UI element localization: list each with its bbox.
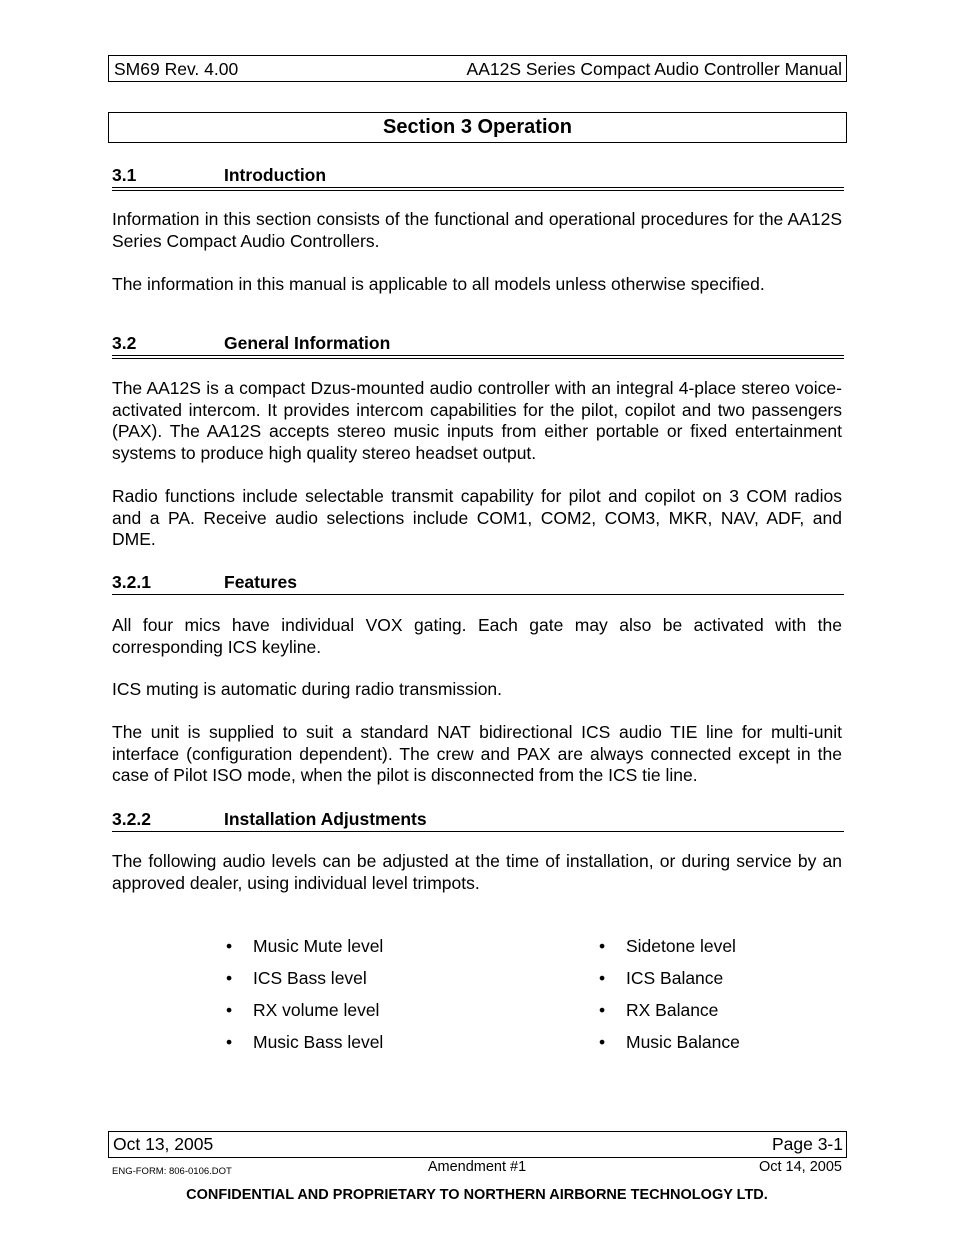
page-number: Page 3-1 — [771, 1134, 843, 1154]
list-item-text: Music Bass level — [253, 1032, 384, 1052]
header-title: AA12S Series Compact Audio Controller Manual — [466, 59, 842, 79]
heading-number: 3.2.1 — [112, 572, 151, 592]
heading-3-1 — [112, 165, 844, 187]
heading-title: Introduction — [224, 165, 327, 185]
page-footer — [108, 1131, 847, 1158]
paragraph: Radio functions include selectable transmit capability for pilot and copilot on 3 COM radios and a PA. Receive audio selections include COM1, COM2, COM3, MKR, NAV, ADF, and DME. — [112, 486, 842, 549]
list-item — [597, 1032, 740, 1064]
paragraph: ICS muting is automatic during radio transmission. — [112, 679, 503, 699]
paragraph: Information in this section consists of the functional and operational procedures for the AA12S Series Compact Audio Controllers. — [112, 209, 842, 251]
heading-number: 3.2 — [112, 333, 137, 353]
bullet-icon: • — [599, 968, 606, 988]
heading-title: General Information — [224, 333, 391, 353]
heading-number: 3.2.2 — [112, 809, 151, 829]
bullet-icon: • — [599, 1000, 606, 1020]
list-item-text: Music Mute level — [253, 936, 384, 956]
list-item-text: RX volume level — [253, 1000, 380, 1020]
footer-form-id: ENG-FORM: 806-0106.DOT — [112, 1166, 232, 1177]
page-header — [108, 55, 847, 82]
paragraph: The AA12S is a compact Dzus-mounted audio controller with an integral 4-place stereo voice-activated intercom. It provides intercom capabilities for the pilot, copilot and two passengers (PAX). The AA12S accepts stereo music inputs from either portable or fixed entertainment systems to produce high quality stereo headset output. — [112, 378, 842, 463]
bullet-icon: • — [599, 936, 606, 956]
paragraph: The following audio levels can be adjusted at the time of installation, or during service by an approved dealer, using individual level trimpots. — [112, 851, 842, 893]
bullet-icon: • — [226, 1032, 233, 1052]
heading-rule — [112, 355, 844, 359]
heading-title: Features — [224, 572, 297, 592]
paragraph: The information in this manual is applicable to all models unless otherwise specified. — [112, 274, 765, 294]
heading-title: Installation Adjustments — [224, 809, 427, 829]
bullet-icon: • — [599, 1032, 606, 1052]
bullet-icon: • — [226, 936, 233, 956]
heading-rule — [112, 831, 844, 832]
footer-amendment: Amendment #1 — [427, 1159, 527, 1175]
adjustments-list-left — [224, 936, 383, 1064]
list-item-text: Music Balance — [626, 1032, 740, 1052]
list-item — [224, 968, 383, 1000]
list-item — [597, 1000, 740, 1032]
section-title: Section 3 Operation — [108, 112, 847, 143]
list-item-text: ICS Bass level — [253, 968, 367, 988]
list-item — [597, 936, 740, 968]
list-item — [224, 1032, 383, 1064]
bullet-icon: • — [226, 968, 233, 988]
adjustments-list-right — [597, 936, 740, 1064]
list-item — [224, 1000, 383, 1032]
list-item-text: ICS Balance — [626, 968, 724, 988]
heading-3-2-2 — [112, 809, 844, 831]
list-item — [224, 936, 383, 968]
confidential-notice: CONFIDENTIAL AND PROPRIETARY TO NORTHERN AIRBORNE TECHNOLOGY LTD. — [186, 1187, 768, 1203]
list-item-text: RX Balance — [626, 1000, 719, 1020]
footer-amend-date: Oct 14, 2005 — [758, 1159, 842, 1175]
heading-rule — [112, 594, 844, 595]
heading-3-2-1 — [112, 572, 844, 594]
list-item — [597, 968, 740, 1000]
heading-number: 3.1 — [112, 165, 137, 185]
paragraph: The unit is supplied to suit a standard NAT bidirectional ICS audio TIE line for multi-unit interface (configuration dependent). The crew and PAX are always connected except in the case of Pilot ISO mode, when the pilot is disconnected from the ICS tie line. — [112, 722, 842, 785]
header-doc-id: SM69 Rev. 4.00 — [114, 59, 239, 79]
heading-3-2 — [112, 333, 844, 355]
footer-date: Oct 13, 2005 — [113, 1134, 214, 1154]
bullet-icon: • — [226, 1000, 233, 1020]
list-item-text: Sidetone level — [626, 936, 736, 956]
paragraph: All four mics have individual VOX gating. Each gate may also be activated with the corresponding ICS keyline. — [112, 615, 842, 657]
heading-rule — [112, 187, 844, 191]
